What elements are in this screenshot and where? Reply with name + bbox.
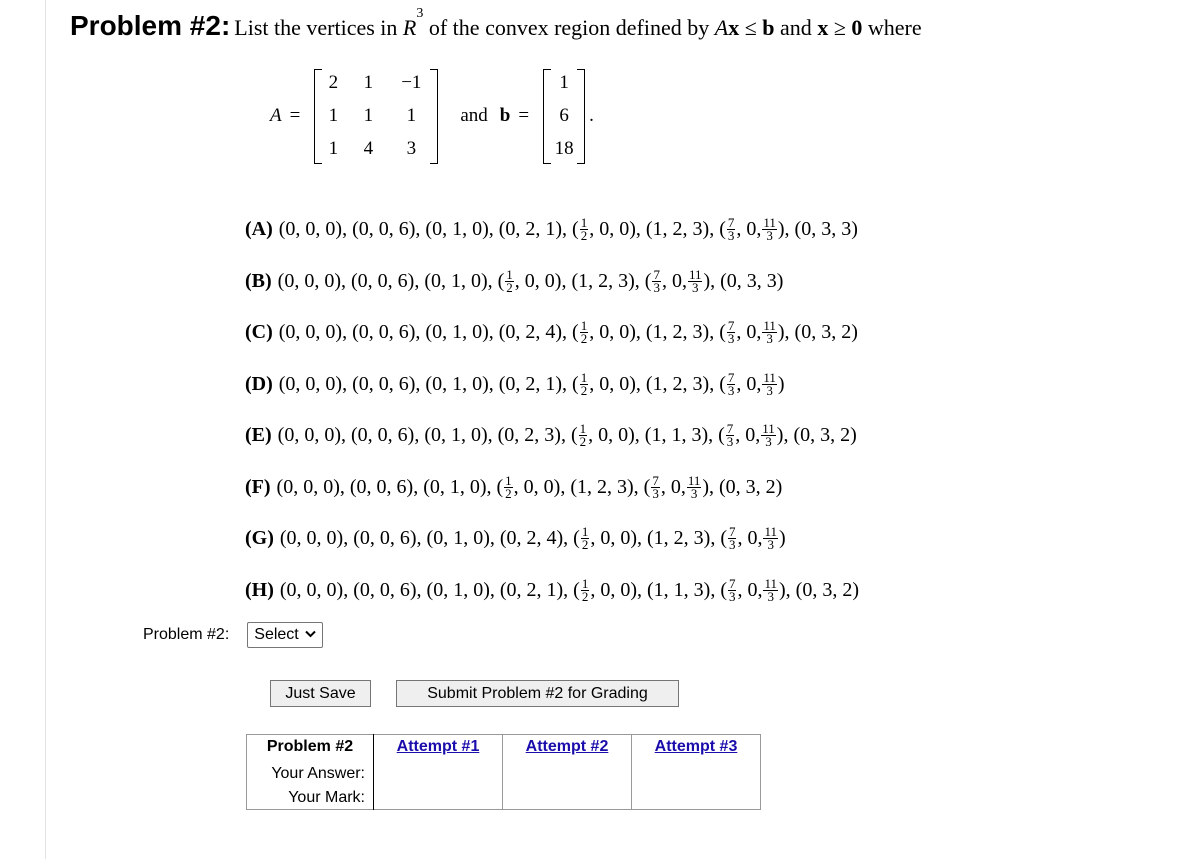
option-text: , 0, xyxy=(660,475,686,498)
fraction-denominator: 3 xyxy=(766,382,773,398)
fraction-numerator: 11 xyxy=(763,369,776,385)
fraction-numerator: 1 xyxy=(580,369,588,385)
option-text: , 0, 0), (1, 2, 3), ( xyxy=(589,218,726,241)
fraction xyxy=(726,423,735,448)
matrix-a-cell: −1 xyxy=(401,72,422,93)
answer-label: Problem #2: xyxy=(143,626,230,643)
fraction-numerator: 11 xyxy=(764,575,778,591)
fraction xyxy=(504,472,513,501)
matrix-a-cell: 1 xyxy=(328,105,339,126)
fraction-numerator: 7 xyxy=(727,369,735,385)
fraction-denominator: 3 xyxy=(727,228,735,244)
option-text: (0, 0, 0), (0, 0, 6), (0, 1, 0), (0, 2, 1), ( xyxy=(278,218,579,241)
fraction xyxy=(762,369,777,398)
fraction xyxy=(762,217,777,242)
vector-b xyxy=(543,67,585,166)
fraction-numerator: 11 xyxy=(763,215,776,231)
attempt-3-link[interactable]: Attempt #3 xyxy=(654,738,738,755)
your-mark-label: Your Mark: xyxy=(247,786,374,810)
just-save-button[interactable]: Just Save xyxy=(270,680,371,707)
matrix-a-cell: 2 xyxy=(328,72,339,93)
option-label: (H) xyxy=(245,578,274,601)
matrix-a-cell: 1 xyxy=(363,105,374,126)
option-text: , 0, xyxy=(737,578,763,601)
fraction-numerator: 11 xyxy=(688,266,702,282)
fraction-denominator: 3 xyxy=(728,537,736,553)
fraction xyxy=(580,320,589,345)
vector-b-cell: 6 xyxy=(559,105,569,126)
page-left-rule xyxy=(45,0,46,859)
matrix-a-cell: 3 xyxy=(406,138,417,159)
option-label: (F) xyxy=(245,475,271,498)
fraction-denominator: 3 xyxy=(766,331,773,347)
fraction-numerator: 1 xyxy=(505,472,512,488)
option-text: ), (0, 3, 2) xyxy=(776,424,857,447)
option-row xyxy=(245,565,859,617)
chevron-down-icon xyxy=(305,629,316,641)
attempts-table xyxy=(246,734,761,810)
option-text: (0, 0, 0), (0, 0, 6), (0, 1, 0), ( xyxy=(277,269,505,292)
option-text: (0, 0, 0), (0, 0, 6), (0, 1, 0), (0, 2, 4), ( xyxy=(279,527,580,550)
your-answer-label: Your Answer: xyxy=(247,763,374,786)
option-text: , 0, 0), (1, 1, 3), ( xyxy=(588,424,725,447)
option-label: (G) xyxy=(245,527,274,550)
fraction-numerator: 1 xyxy=(581,575,589,591)
attempt-1-mark xyxy=(374,786,503,810)
option-text: , 0, 0), (1, 2, 3), ( xyxy=(513,475,651,498)
fraction-denominator: 2 xyxy=(580,228,588,244)
fraction-denominator: 2 xyxy=(580,331,588,347)
attempt-1-link[interactable]: Attempt #1 xyxy=(396,738,480,755)
option-row xyxy=(245,359,859,411)
fraction-numerator: 7 xyxy=(728,575,736,591)
option-text: ) xyxy=(777,372,785,395)
option-row xyxy=(245,410,859,462)
matrix-a-cell: 1 xyxy=(328,138,339,159)
fraction-denominator: 2 xyxy=(505,485,512,501)
option-label: (D) xyxy=(245,372,273,395)
fraction xyxy=(728,526,737,551)
fraction xyxy=(652,266,661,295)
fraction xyxy=(763,575,778,604)
fraction xyxy=(727,320,736,345)
option-text: , 0, 0), (1, 2, 3), ( xyxy=(514,269,652,292)
attempt-2-mark xyxy=(503,786,632,810)
fraction xyxy=(581,575,590,604)
fraction-denominator: 2 xyxy=(581,588,589,604)
fraction-numerator: 7 xyxy=(652,472,659,488)
option-text: (0, 0, 0), (0, 0, 6), (0, 1, 0), (0, 2, 3), ( xyxy=(277,424,578,447)
option-text: , 0, 0), (1, 1, 3), ( xyxy=(590,578,727,601)
submit-button[interactable]: Submit Problem #2 for Grading xyxy=(396,680,679,707)
option-text: , 0, 0), (1, 2, 3), ( xyxy=(590,527,727,550)
attempt-3-mark xyxy=(632,786,761,810)
answer-row xyxy=(143,622,323,648)
option-row xyxy=(245,513,859,565)
fraction-denominator: 3 xyxy=(728,588,736,604)
problem-heading: Problem #2: xyxy=(70,10,231,41)
option-text: , 0, 0), (1, 2, 3), ( xyxy=(589,321,726,344)
option-label: (B) xyxy=(245,269,272,292)
option-text: ) xyxy=(779,527,786,550)
option-text: (0, 0, 0), (0, 0, 6), (0, 1, 0), (0, 2, 4), ( xyxy=(278,321,579,344)
fraction xyxy=(580,217,589,242)
problem-statement xyxy=(70,6,922,42)
option-text: , 0, 0), (1, 2, 3), ( xyxy=(589,372,726,395)
fraction-numerator: 1 xyxy=(580,318,588,334)
option-text: (0, 0, 0), (0, 0, 6), (0, 1, 0), (0, 2, 1), ( xyxy=(279,578,580,601)
equals-sign: = xyxy=(289,105,301,126)
fraction xyxy=(687,472,702,501)
statement-text: List the vertices in $R^3$ of the convex region defined by Ax ≤ b and x ≥ 0 where xyxy=(234,6,922,40)
fraction-numerator: 7 xyxy=(728,524,736,540)
fraction-numerator: 7 xyxy=(726,421,734,437)
option-label: (E) xyxy=(245,424,272,447)
fraction-denominator: 3 xyxy=(690,485,698,501)
fraction-denominator: 3 xyxy=(653,279,660,295)
option-text: (0, 0, 0), (0, 0, 6), (0, 1, 0), ( xyxy=(276,475,504,498)
attempt-2-link[interactable]: Attempt #2 xyxy=(525,738,609,755)
fraction-numerator: 7 xyxy=(653,266,660,282)
option-text: , 0, xyxy=(661,269,687,292)
vector-b-cell: 18 xyxy=(554,138,574,159)
fraction-numerator: 11 xyxy=(762,421,775,437)
fraction xyxy=(727,369,736,398)
option-text: (0, 0, 0), (0, 0, 6), (0, 1, 0), (0, 2, 1), ( xyxy=(278,372,579,395)
answer-select[interactable] xyxy=(247,622,322,648)
option-row xyxy=(245,462,859,514)
matrix-a-label: A xyxy=(270,105,282,126)
fraction xyxy=(761,423,776,448)
fraction-numerator: 1 xyxy=(579,421,587,437)
fraction xyxy=(688,266,703,295)
fraction xyxy=(763,526,778,551)
fraction-numerator: 7 xyxy=(727,318,735,334)
option-text: ), (0, 3, 2) xyxy=(779,578,859,601)
period: . xyxy=(589,105,594,126)
fraction-denominator: 2 xyxy=(580,382,588,398)
fraction-numerator: 7 xyxy=(727,215,735,231)
option-label: (C) xyxy=(245,321,273,344)
fraction-numerator: 11 xyxy=(763,318,776,334)
equals-sign: = xyxy=(518,105,530,126)
fraction-denominator: 3 xyxy=(766,228,773,244)
fraction xyxy=(728,575,737,604)
fraction-denominator: 2 xyxy=(581,537,589,553)
option-text: , 0, xyxy=(735,424,761,447)
option-row xyxy=(245,307,859,359)
fraction-numerator: 1 xyxy=(506,266,513,282)
fraction-numerator: 1 xyxy=(580,215,588,231)
matrix-a-cell: 4 xyxy=(363,138,374,159)
attempt-1-answer xyxy=(374,763,503,786)
vector-b-label: b xyxy=(499,105,511,126)
and-text: and xyxy=(460,105,488,126)
select-value: Select xyxy=(254,626,299,643)
fraction xyxy=(727,217,736,242)
fraction-numerator: 1 xyxy=(581,524,589,540)
option-text: , 0, xyxy=(737,527,763,550)
attempt-3-answer xyxy=(632,763,761,786)
option-text: ), (0, 3, 3) xyxy=(703,269,784,292)
fraction-denominator: 3 xyxy=(767,537,774,553)
option-text: , 0, xyxy=(736,372,762,395)
fraction xyxy=(579,423,588,448)
attempts-header: Problem #2 xyxy=(247,735,374,764)
vector-b-cell: 1 xyxy=(559,72,569,93)
fraction-denominator: 2 xyxy=(579,434,587,450)
fraction-numerator: 11 xyxy=(764,524,778,540)
fraction-denominator: 3 xyxy=(727,331,735,347)
option-row xyxy=(245,256,859,308)
matrix-a-cell: 1 xyxy=(406,105,417,126)
fraction-denominator: 3 xyxy=(765,434,772,450)
matrix-a-cell: 1 xyxy=(363,72,374,93)
fraction xyxy=(580,369,589,398)
matrix-definition xyxy=(270,64,594,168)
fraction xyxy=(505,266,514,295)
fraction-denominator: 2 xyxy=(506,279,513,295)
option-text: , 0, xyxy=(736,218,762,241)
fraction-numerator: 11 xyxy=(687,472,701,488)
fraction xyxy=(581,526,590,551)
option-text: ), (0, 3, 2) xyxy=(777,321,858,344)
fraction-denominator: 3 xyxy=(652,485,659,501)
fraction-denominator: 3 xyxy=(727,382,735,398)
fraction-denominator: 3 xyxy=(691,279,699,295)
option-text: ), (0, 3, 2) xyxy=(702,475,783,498)
matrix-a xyxy=(314,67,438,166)
option-label: (A) xyxy=(245,218,273,241)
option-text: , 0, xyxy=(736,321,762,344)
answer-options xyxy=(245,204,859,616)
fraction-denominator: 3 xyxy=(726,434,734,450)
option-row xyxy=(245,204,859,256)
fraction xyxy=(762,320,777,345)
option-text: ), (0, 3, 3) xyxy=(777,218,858,241)
fraction xyxy=(651,472,660,501)
attempt-2-answer xyxy=(503,763,632,786)
fraction-denominator: 3 xyxy=(767,588,774,604)
